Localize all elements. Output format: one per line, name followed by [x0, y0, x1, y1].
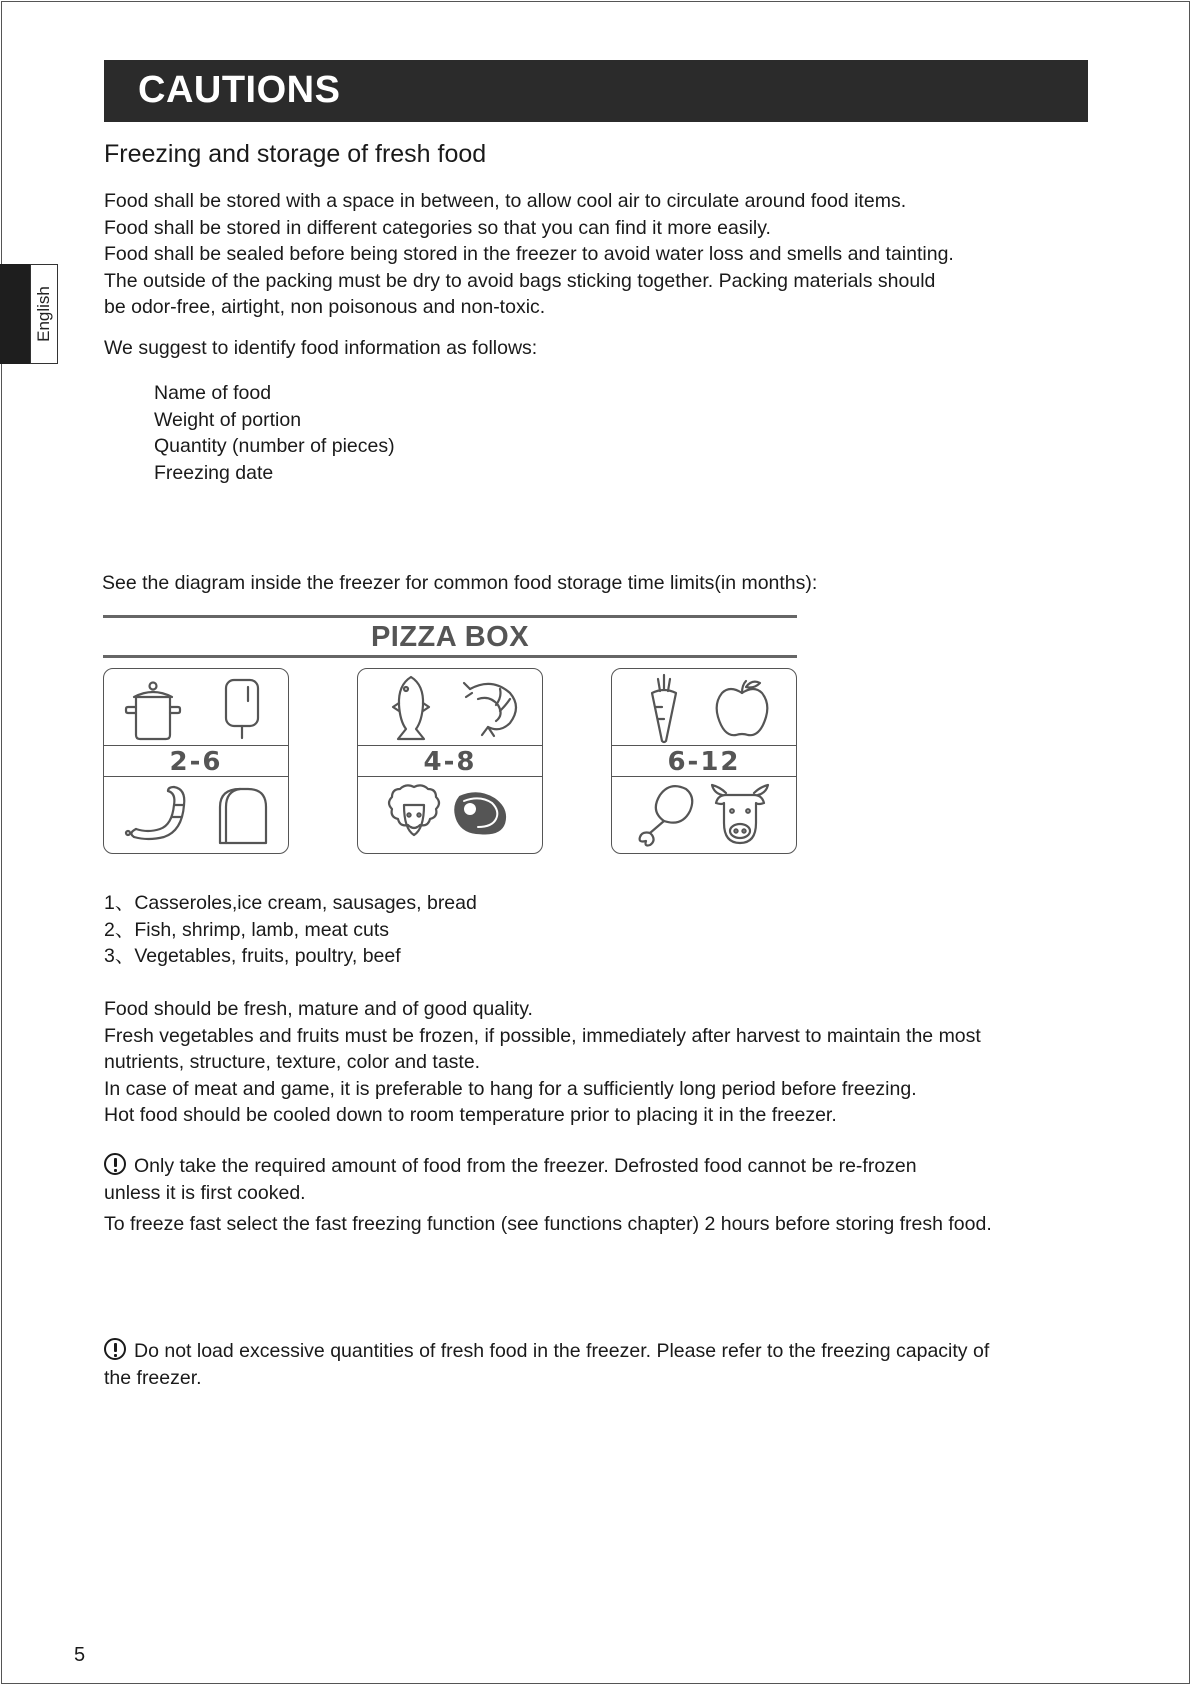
- intro-line: be odor-free, airtight, non poisonous and non-toxic.: [104, 296, 546, 318]
- meat-cut-icon: [450, 789, 510, 839]
- quality-line: Hot food should be cooled down to room temperature prior to placing it in the freezer.: [104, 1104, 837, 1126]
- quality-line: nutrients, structure, texture, color and taste.: [104, 1051, 481, 1073]
- warning-icon: [104, 1338, 126, 1360]
- fast-freeze-note: To freeze fast select the fast freezing function (see functions chapter) 2 hours before storing fresh food.: [104, 1213, 992, 1235]
- bread-icon: [212, 783, 272, 847]
- storage-range: [358, 745, 542, 777]
- language-tab: [0, 264, 58, 364]
- info-list: [154, 380, 395, 486]
- section-heading: Freezing and storage of fresh food: [104, 140, 487, 168]
- quality-line: In case of meat and game, it is preferable to hang for a sufficiently long period before freezing.: [104, 1077, 917, 1100]
- intro-line: Food shall be sealed before being stored in the freezer to avoid water loss and smells and tainting.: [104, 243, 954, 265]
- beef-icon: [708, 781, 772, 847]
- diagram-intro: See the diagram inside the freezer for common food storage time limits(in months):: [102, 572, 818, 594]
- legend-item: 2、Fish, shrimp, lamb, meat cuts: [104, 918, 389, 941]
- shrimp-icon: [462, 675, 522, 739]
- carrot-icon: [644, 673, 684, 745]
- legend-item: 3、Vegetables, fruits, poultry, beef: [104, 945, 401, 967]
- intro-paragraph: [104, 188, 954, 321]
- apple-icon: [712, 677, 772, 741]
- quality-line: Food should be fresh, mature and of good quality.: [104, 998, 533, 1020]
- pot-icon: [122, 677, 184, 741]
- info-item: Quantity (number of pieces): [154, 435, 395, 457]
- diagram-top-rule: [103, 615, 797, 618]
- info-item: Name of food: [154, 382, 272, 404]
- storage-card-1: [103, 668, 289, 854]
- storage-range: [612, 745, 796, 777]
- diagram-title: PIZZA BOX: [370, 621, 530, 653]
- suggest-text: We suggest to identify food information as follows:: [104, 337, 538, 359]
- quality-line: Fresh vegetables and fruits must be frozen, if possible, immediately after harvest to maintain the most: [104, 1024, 981, 1047]
- warning-text: Only take the required amount of food from the freezer. Defrosted food cannot be re-frozen: [134, 1155, 917, 1177]
- fish-icon: [390, 673, 432, 743]
- title-bar: [104, 60, 1088, 122]
- storage-range-label: 2-6: [169, 747, 223, 777]
- language-tab-marker: [0, 264, 30, 364]
- storage-range: [104, 745, 288, 777]
- ice-cream-icon: [222, 677, 262, 741]
- warning-icon: [104, 1153, 126, 1175]
- sausage-icon: [124, 783, 192, 847]
- warning-defrost: [104, 1153, 917, 1206]
- warning-text: the freezer.: [104, 1366, 202, 1389]
- info-item: Freezing date: [154, 461, 274, 484]
- lamb-icon: [384, 781, 444, 847]
- info-item: Weight of portion: [154, 408, 302, 431]
- diagram-bottom-rule: [103, 655, 797, 658]
- warning-text: Do not load excessive quantities of fresh food in the freezer. Please refer to the freezing capacity of: [134, 1340, 990, 1362]
- pizza-box-diagram: [103, 615, 797, 855]
- intro-line: Food shall be stored in different categories so that you can find it more easily.: [104, 216, 771, 239]
- storage-card-2: [357, 668, 543, 854]
- storage-card-3: [611, 668, 797, 854]
- storage-range-label: 4-8: [423, 747, 477, 777]
- page-number: 5: [74, 1644, 86, 1666]
- storage-range-label: 6-12: [667, 747, 741, 777]
- page-title: CAUTIONS: [138, 69, 341, 111]
- intro-line: The outside of the packing must be dry to avoid bags sticking together. Packing materials should: [104, 269, 936, 292]
- language-tab-label: English: [34, 286, 53, 342]
- food-group-legend: [104, 890, 477, 970]
- warning-text: unless it is first cooked.: [104, 1181, 306, 1204]
- poultry-icon: [634, 781, 696, 847]
- intro-line: Food shall be stored with a space in between, to allow cool air to circulate around food items.: [104, 190, 907, 212]
- warning-capacity: [104, 1338, 989, 1391]
- quality-paragraph: [104, 996, 981, 1129]
- legend-item: 1、Casseroles,ice cream, sausages, bread: [104, 892, 477, 914]
